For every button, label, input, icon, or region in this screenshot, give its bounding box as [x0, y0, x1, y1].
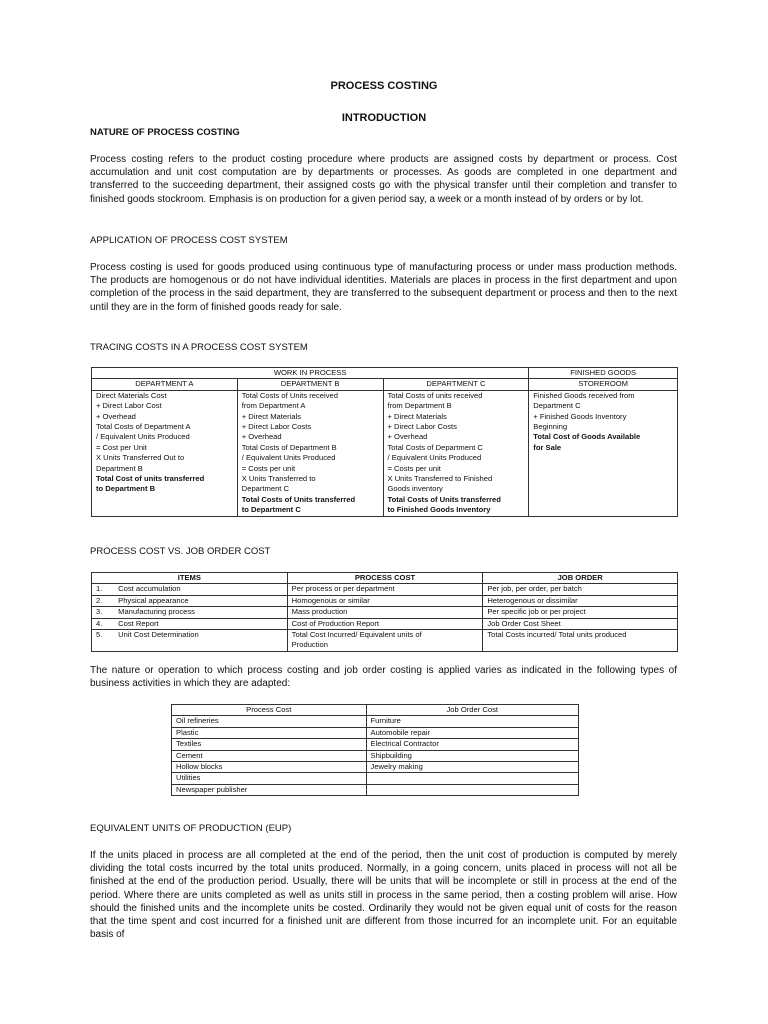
- process-cell: Mass production: [287, 607, 483, 618]
- comparison-table: [91, 572, 678, 652]
- items-header: ITEMS: [92, 573, 288, 584]
- cost-line: + Direct Materials: [241, 411, 302, 421]
- process-activity: Cement: [172, 750, 367, 761]
- job-cell: Job Order Cost Sheet: [483, 618, 678, 629]
- job-activity: Automobile repair: [366, 727, 578, 738]
- cost-line: + Direct Labor Cost: [96, 401, 162, 411]
- cost-line: Goods inventory: [387, 484, 443, 494]
- cost-line: X Units Transferred Out to: [96, 453, 185, 463]
- cost-line: / Equivalent Units Produced: [96, 432, 190, 442]
- table-row: [172, 739, 579, 750]
- process-activity: Textiles: [172, 739, 367, 750]
- table-row: [92, 607, 678, 618]
- process-cell: [287, 630, 483, 652]
- cost-line: + Direct Materials: [387, 411, 447, 421]
- total-line: to Department C: [241, 505, 301, 515]
- cost-line: / Equivalent Units Produced: [387, 453, 482, 463]
- total-line: Total Cost of Goods Available: [533, 432, 641, 442]
- cost-line: + Direct Labor Costs: [241, 422, 312, 432]
- eup-heading: EQUIVALENT UNITS OF PRODUCTION (EUP): [90, 823, 292, 834]
- total-line: Total Costs of Units transferred: [241, 494, 356, 504]
- dept-b-cell: [237, 390, 383, 516]
- process-activity: Newspaper publisher: [172, 784, 367, 795]
- item-label: Physical appearance: [118, 595, 189, 605]
- storeroom-cell: [529, 390, 678, 516]
- job-cell: Per specific job or per project: [483, 607, 678, 618]
- item-label: Cost accumulation: [118, 584, 181, 594]
- total-line: Total Costs of Units transferred: [387, 494, 501, 504]
- page-subtitle: INTRODUCTION: [341, 112, 427, 124]
- job-activity: [366, 784, 578, 795]
- item-label: Cost Report: [118, 618, 159, 628]
- total-line: to Department B: [96, 484, 156, 494]
- tracing-heading: TRACING COSTS IN A PROCESS COST SYSTEM: [90, 342, 308, 353]
- dept-a-header: DEPARTMENT A: [92, 379, 238, 390]
- comparison-heading: PROCESS COST VS. JOB ORDER COST: [90, 546, 271, 557]
- table-row: [92, 630, 678, 652]
- cost-line: = Costs per unit: [241, 463, 296, 473]
- cost-line: Department C: [241, 484, 290, 494]
- cost-line: X Units Transferred to Finished: [387, 474, 493, 484]
- dept-a-cell: [92, 390, 238, 516]
- job-cell: Per job, per order, per batch: [483, 584, 678, 595]
- table-row: [172, 727, 579, 738]
- total-line: to Finished Goods Inventory: [387, 505, 491, 515]
- process-cell-line: Production: [291, 640, 328, 650]
- process-cell: Per process or per department: [287, 584, 483, 595]
- cost-line: = Costs per unit: [387, 463, 441, 473]
- row-number: 5.: [96, 630, 103, 640]
- cost-line: X Units Transferred to: [241, 474, 316, 484]
- job-activity: Furniture: [366, 716, 578, 727]
- cost-line: from Department B: [387, 401, 452, 411]
- process-cell: Cost of Production Report: [287, 618, 483, 629]
- table-row: [172, 773, 579, 784]
- tracing-costs-table: [91, 367, 678, 517]
- total-line: for Sale: [533, 442, 562, 452]
- page-title: PROCESS COSTING: [330, 80, 438, 92]
- eup-paragraph: If the units placed in process are all completed at the end of the period, then the unit cost of production is computed by merely dividing the total costs incurred by the total units produced. Normally, in a going concern, units placed in process will not all be finished at the end of the production period. Usually, there will be units that will be incomplete or still in process at the end of the period. Where there are units completed as well as units still in process in the same period, then a costing problem will arise. How should the finished units and the incomplete units be costed. Ordinarily they would not be given equal unit of costs for the reason that the time spent and cost incurred for a finished unit are different from those incurred for an incomplete unit. For an equitable basis of: [90, 850, 677, 941]
- row-number: 4.: [96, 618, 103, 628]
- table-row: [172, 762, 579, 773]
- table-row: [172, 784, 579, 795]
- total-line: Total Cost of units transferred: [96, 474, 205, 484]
- nature-paragraph: Process costing refers to the product costing procedure where products are assigned costs by department or process. Cost accumulation and unit cost computation are by departments or processes. As goods are completed in one department and transferred to the succeeding department, their assigned costs go with the physical transfer until their completion and transfer to finished goods stockroom. Emphasis is on production for a given period say, a week or a month instead of by orders or by lot.: [90, 154, 677, 205]
- job-order-cost-header: Job Order Cost: [366, 705, 578, 716]
- table-row: [172, 750, 579, 761]
- wip-header: WORK IN PROCESS: [92, 368, 529, 379]
- cost-line: Department C: [533, 401, 581, 411]
- dept-c-cell: [383, 390, 529, 516]
- cost-line: + Direct Labor Costs: [387, 422, 457, 432]
- application-heading: APPLICATION OF PROCESS COST SYSTEM: [90, 235, 288, 246]
- row-number: 1.: [96, 584, 103, 594]
- cost-line: Beginning: [533, 422, 568, 432]
- cost-line: Total Costs of Units received: [241, 390, 338, 400]
- dept-b-header: DEPARTMENT B: [237, 379, 383, 390]
- row-number: 3.: [96, 607, 103, 617]
- cost-line: = Cost per Unit: [96, 442, 147, 452]
- job-activity: [366, 773, 578, 784]
- item-label: Manufacturing process: [118, 607, 195, 617]
- application-paragraph: Process costing is used for goods produced using continuous type of manufacturing process or under mass production methods. The products are homogenous or do not have individual identities. Materials are places in process in the first department and upon completion of the process in the said department, they are transferred to the subsequent department or process and then to the next until they are in the form of finished goods ready for sale.: [90, 262, 677, 313]
- storeroom-header: STOREROOM: [529, 379, 678, 390]
- process-activity: Hollow blocks: [172, 762, 367, 773]
- process-cell: Homogenous or similar: [287, 595, 483, 606]
- cost-line: + Finished Goods Inventory: [533, 411, 627, 421]
- job-activity: Shipbuilding: [366, 750, 578, 761]
- cost-line: Total Costs of Department B: [241, 442, 337, 452]
- finished-goods-header: FINISHED GOODS: [529, 368, 678, 379]
- job-cell: Total Costs incurred/ Total units produced: [483, 630, 678, 652]
- table-row: [92, 618, 678, 629]
- cost-line: Finished Goods received from: [533, 390, 635, 400]
- process-cost-header: PROCESS COST: [287, 573, 483, 584]
- process-activity: Oil refineries: [172, 716, 367, 727]
- cost-line: Total Costs of Department C: [387, 442, 483, 452]
- cost-line: + Overhead: [241, 432, 282, 442]
- row-number: 2.: [96, 595, 103, 605]
- process-activity: Utilities: [172, 773, 367, 784]
- cost-line: Department B: [96, 463, 143, 473]
- nature-operation-paragraph: The nature or operation to which process costing and job order costing is applied varies as indicated in the following types of business activities in which they are adapted:: [90, 665, 677, 690]
- job-activity: Jewelry making: [366, 762, 578, 773]
- job-order-header: JOB ORDER: [483, 573, 678, 584]
- job-activity: Electrical Contractor: [366, 739, 578, 750]
- cost-line: + Overhead: [387, 432, 428, 442]
- process-cost-header: Process Cost: [172, 705, 367, 716]
- table-row: [92, 584, 678, 595]
- cost-line: Direct Materials Cost: [96, 390, 167, 400]
- item-label: Unit Cost Determination: [118, 630, 199, 640]
- cost-line: from Department A: [241, 401, 306, 411]
- job-cell: Heterogenous or dissimilar: [483, 595, 678, 606]
- nature-heading: NATURE OF PROCESS COSTING: [90, 127, 240, 138]
- dept-c-header: DEPARTMENT C: [383, 379, 529, 390]
- business-activities-table: [171, 704, 579, 796]
- table-row: [92, 595, 678, 606]
- table-row: [172, 716, 579, 727]
- cost-line: Total Costs of Department A: [96, 422, 191, 432]
- cost-line: + Overhead: [96, 411, 136, 421]
- cost-line: Total Costs of units received: [387, 390, 483, 400]
- cost-line: / Equivalent Units Produced: [241, 453, 336, 463]
- process-cell-line: Total Cost Incurred/ Equivalent units of: [291, 630, 422, 640]
- process-activity: Plastic: [172, 727, 367, 738]
